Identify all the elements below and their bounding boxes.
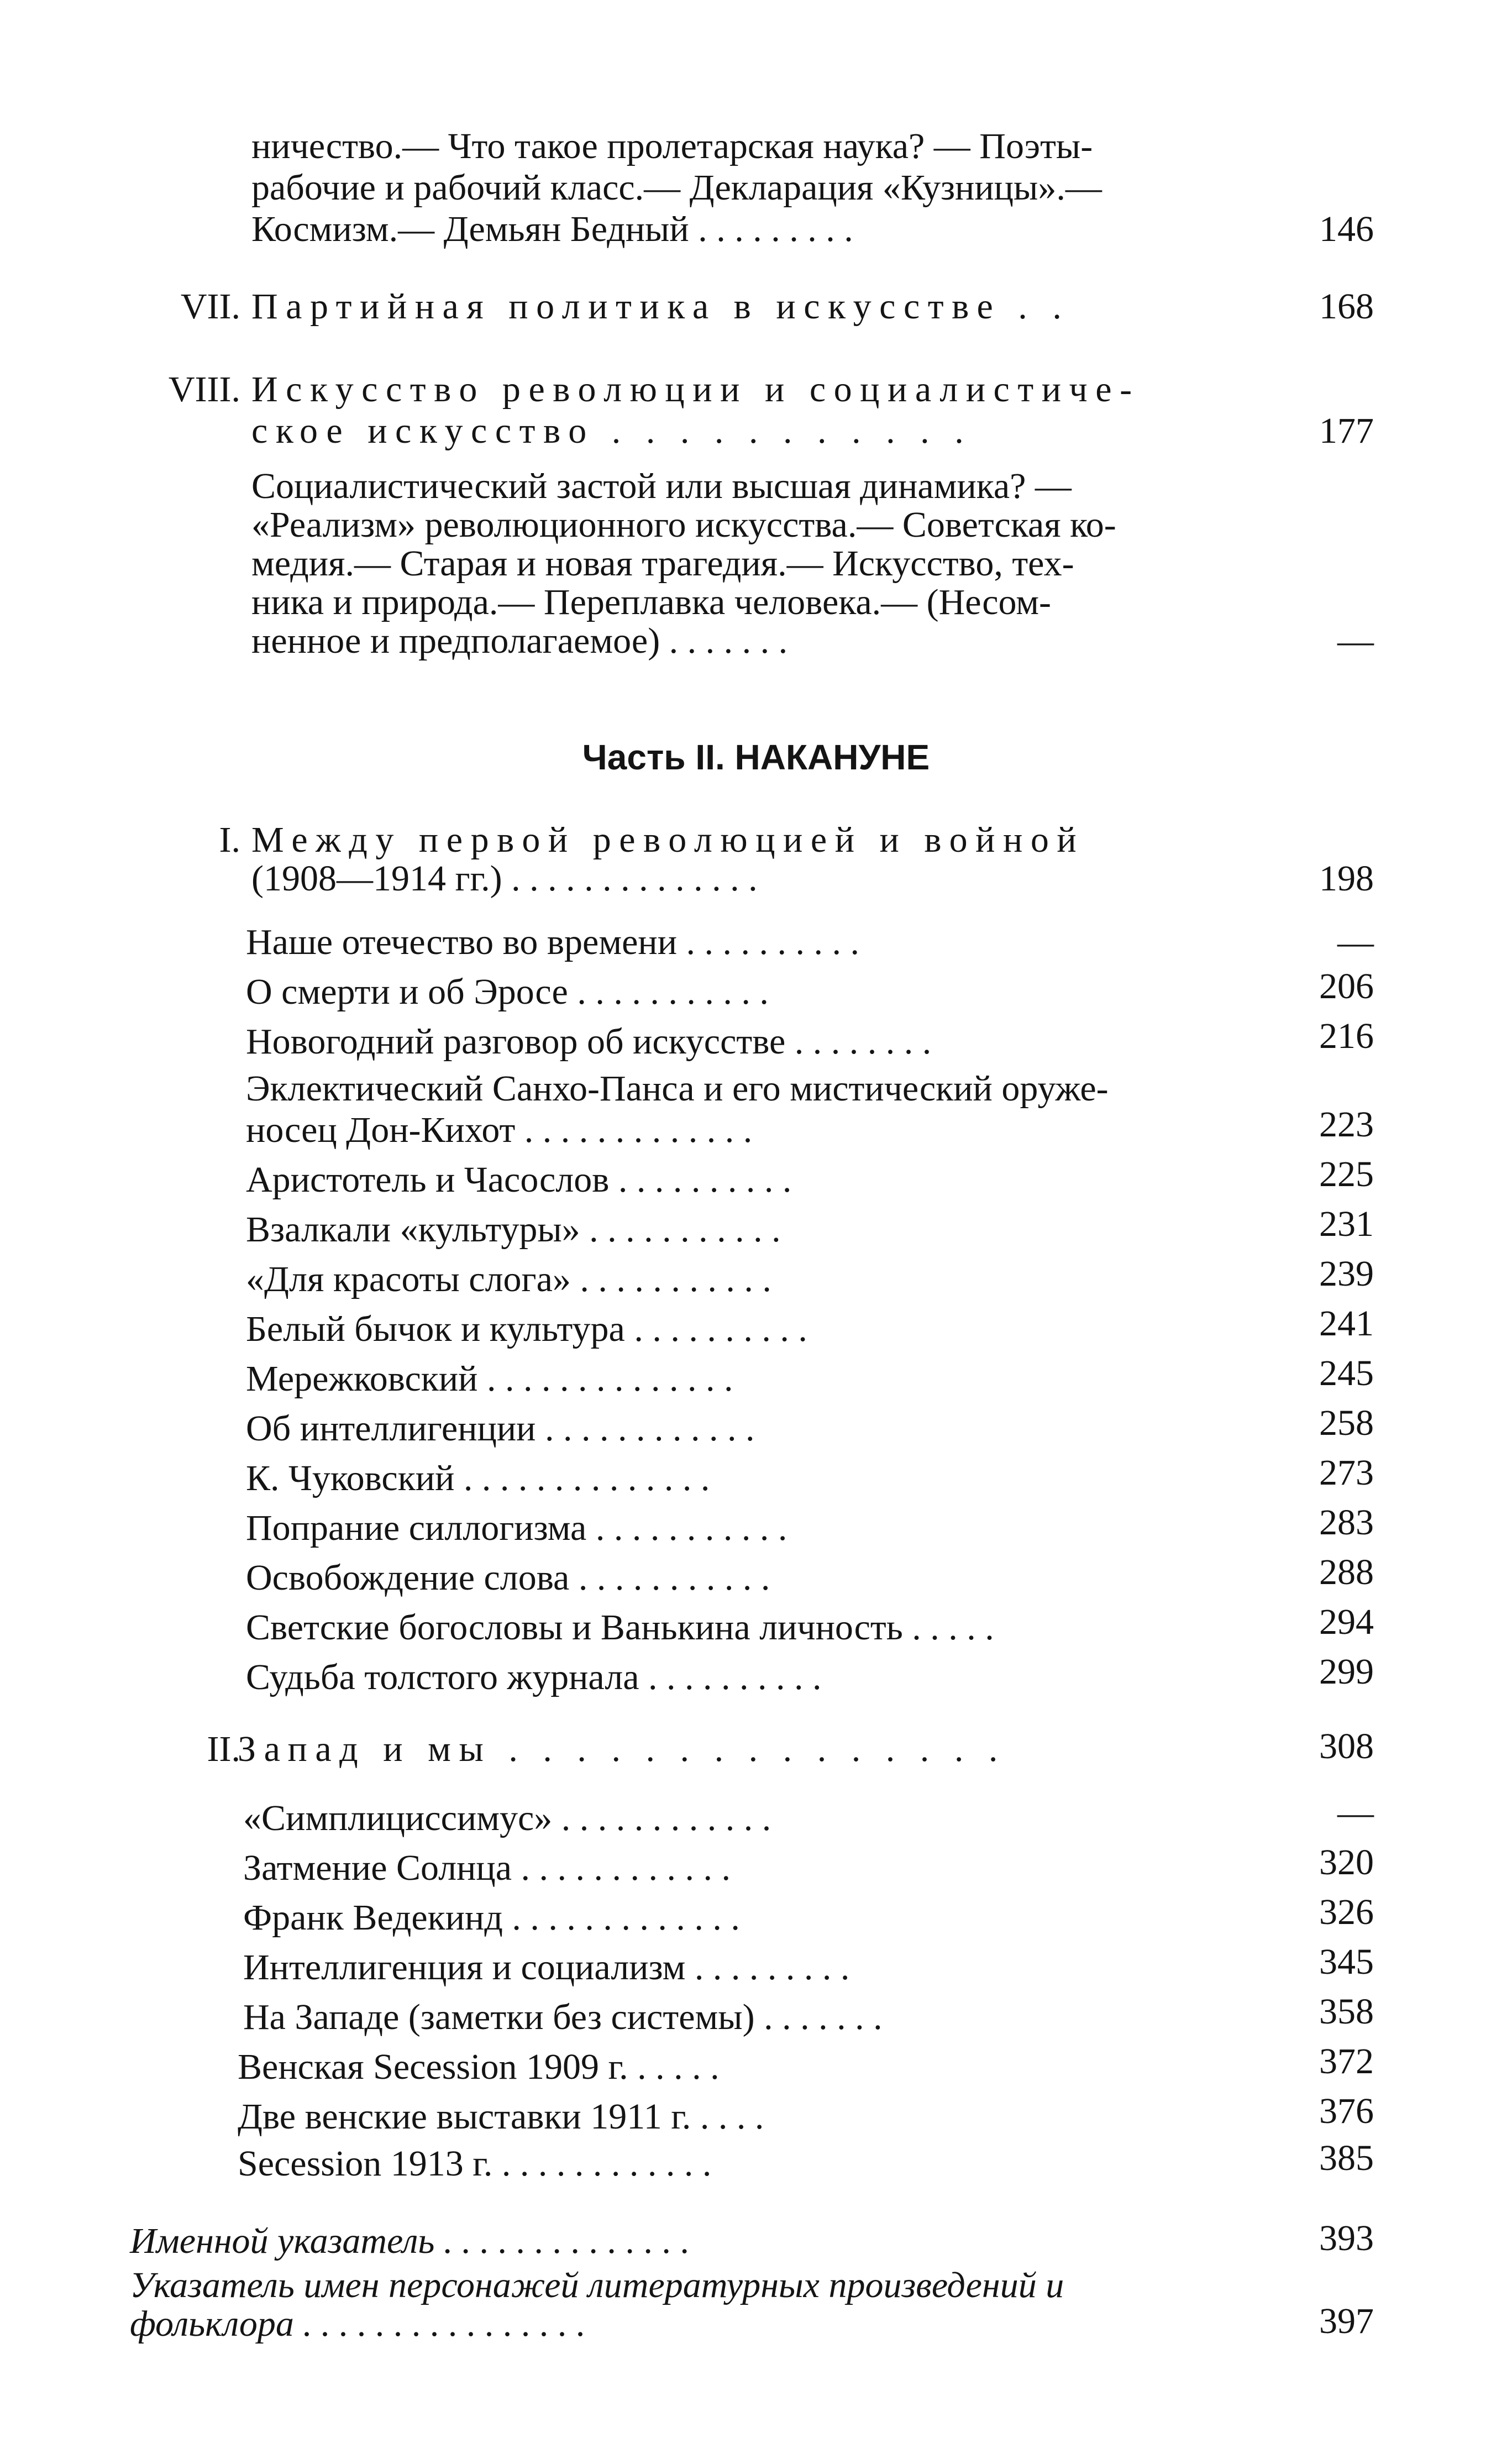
part-ii-chapter-i-title-line-2: (1908—1914 гг.) . . . . . . . . . . . . . . [251,858,758,899]
list-item-page: 372 [1319,2041,1374,2082]
list-item-page: 239 [1319,1254,1374,1294]
list-item: На Западе (заметки без системы) . . . . . . . [243,1997,883,2037]
list-item: Аристотель и Часослов . . . . . . . . . . [246,1160,792,1200]
chapter-vii-number: VII. [180,286,240,327]
list-item: Интеллигенция и социализм . . . . . . . . . [243,1947,850,1988]
list-item: Белый бычок и культура . . . . . . . . . . [246,1309,807,1349]
continuation-line-1: ничество.— Что такое пролетарская наука? — Поэты- [251,126,1093,166]
chapter-viii-desc-line-2: «Реализм» революционного искусства.— Советская ко- [251,505,1116,545]
list-item-page: 385 [1319,2138,1374,2178]
chapter-viii-title-line-2: ское искусство . . . . . . . . . . . [251,411,972,451]
chapter-viii-page: 177 [1319,411,1374,451]
list-item-page: 241 [1319,1303,1374,1344]
continuation-line-2: рабочие и рабочий класс.— Декларация «Кузницы».— [251,167,1102,208]
list-item: Две венские выставки 1911 г. . . . . [238,2096,764,2137]
list-item-page: — [1337,922,1374,962]
list-item: Судьба толстого журнала . . . . . . . . . . [246,1657,822,1697]
list-item: Освобождение слова . . . . . . . . . . . [246,1558,770,1598]
list-item: Secession 1913 г. . . . . . . . . . . . . [238,2143,712,2184]
list-item-page: 288 [1319,1552,1374,1592]
list-item: Наше отечество во времени . . . . . . . . . . [246,922,860,962]
list-item-page: 223 [1319,1104,1374,1145]
list-item-page: 206 [1319,966,1374,1006]
continuation-page-number: 146 [1319,209,1374,249]
chapter-viii-number: VIII. [168,369,240,410]
chapter-viii-desc-line-3: медия.— Старая и новая трагедия.— Искусство, тех- [251,543,1074,584]
list-item: О смерти и об Эросе . . . . . . . . . . . [246,972,769,1012]
list-item-page: 258 [1319,1403,1374,1443]
chapter-viii-desc-line-4: ника и природа.— Переплавка человека.— (Несом- [251,582,1051,622]
list-item-page: 216 [1319,1016,1374,1056]
chapter-viii-desc-line-1: Социалистический застой или высшая динамика? — [251,466,1072,506]
list-item: «Симплициссимус» . . . . . . . . . . . . [243,1798,771,1838]
character-index-line-1: Указатель имен персонажей литературных произведений и [130,2265,1064,2305]
list-item-page: 320 [1319,1842,1374,1883]
chapter-vii-page: 168 [1319,286,1374,327]
part-ii-chapter-ii-page: 308 [1319,1726,1374,1766]
list-item-page: 231 [1319,1204,1374,1244]
list-item-page: — [1337,1792,1374,1833]
chapter-viii-desc-page: — [1337,621,1374,661]
list-item: Мережковский . . . . . . . . . . . . . . [246,1359,733,1399]
continuation-line-3: Космизм.— Демьян Бедный . . . . . . . . . [251,209,853,249]
list-item-page: 273 [1319,1453,1374,1493]
list-item-page: 294 [1319,1602,1374,1642]
list-item-page: 376 [1319,2091,1374,2131]
name-index-page: 393 [1319,2218,1374,2258]
list-item: Венская Secession 1909 г. . . . . . [238,2047,720,2087]
list-item-page: 345 [1319,1942,1374,1982]
list-item: носец Дон-Кихот . . . . . . . . . . . . . [246,1110,753,1150]
part-ii-chapter-i-number: I. [219,820,240,860]
list-item: Светские богословы и Ванькина личность . . . . . [246,1607,994,1648]
list-item: Эклектический Санхо-Панса и его мистический оруже- [246,1068,1109,1109]
list-item-page: 283 [1319,1502,1374,1543]
chapter-viii-title-line-1: Искусство революции и социалистиче- [251,369,1140,410]
list-item: Франк Ведекинд . . . . . . . . . . . . . [243,1897,740,1938]
list-item-page: 245 [1319,1353,1374,1393]
part-ii-chapter-ii-number: II. [207,1729,240,1769]
list-item: Об интеллигенции . . . . . . . . . . . . [246,1408,755,1449]
part-ii-chapter-ii-title: Запад и мы . . . . . . . . . . . . . . . [238,1729,1006,1769]
list-item-page: 299 [1319,1652,1374,1692]
character-index-line-2: фольклора . . . . . . . . . . . . . . . . [130,2304,586,2344]
chapter-viii-desc-line-5: ненное и предполагаемое) . . . . . . . [251,621,788,661]
character-index-page: 397 [1319,2301,1374,2341]
list-item: К. Чуковский . . . . . . . . . . . . . . [246,1458,710,1498]
list-item-page: 225 [1319,1154,1374,1194]
part-ii-title: Часть II. НАКАНУНЕ [582,737,930,777]
list-item: Новогодний разговор об искусстве . . . . . . . . [246,1021,932,1062]
list-item-page: 326 [1319,1892,1374,1932]
list-item-page: 358 [1319,1991,1374,2032]
name-index-title: Именной указатель . . . . . . . . . . . . . . [130,2221,690,2261]
list-item: Попрание силлогизма . . . . . . . . . . . [246,1508,788,1548]
list-item: Затмение Солнца . . . . . . . . . . . . [243,1848,731,1888]
list-item: «Для красоты слога» . . . . . . . . . . . [246,1259,771,1299]
part-ii-chapter-i-title-line-1: Между первой революцией и войной [251,820,1085,860]
chapter-vii-title: Партийная политика в искусстве . . [251,286,1070,327]
list-item: Взалкали «культуры» . . . . . . . . . . . [246,1209,781,1250]
part-ii-chapter-i-page: 198 [1319,858,1374,899]
